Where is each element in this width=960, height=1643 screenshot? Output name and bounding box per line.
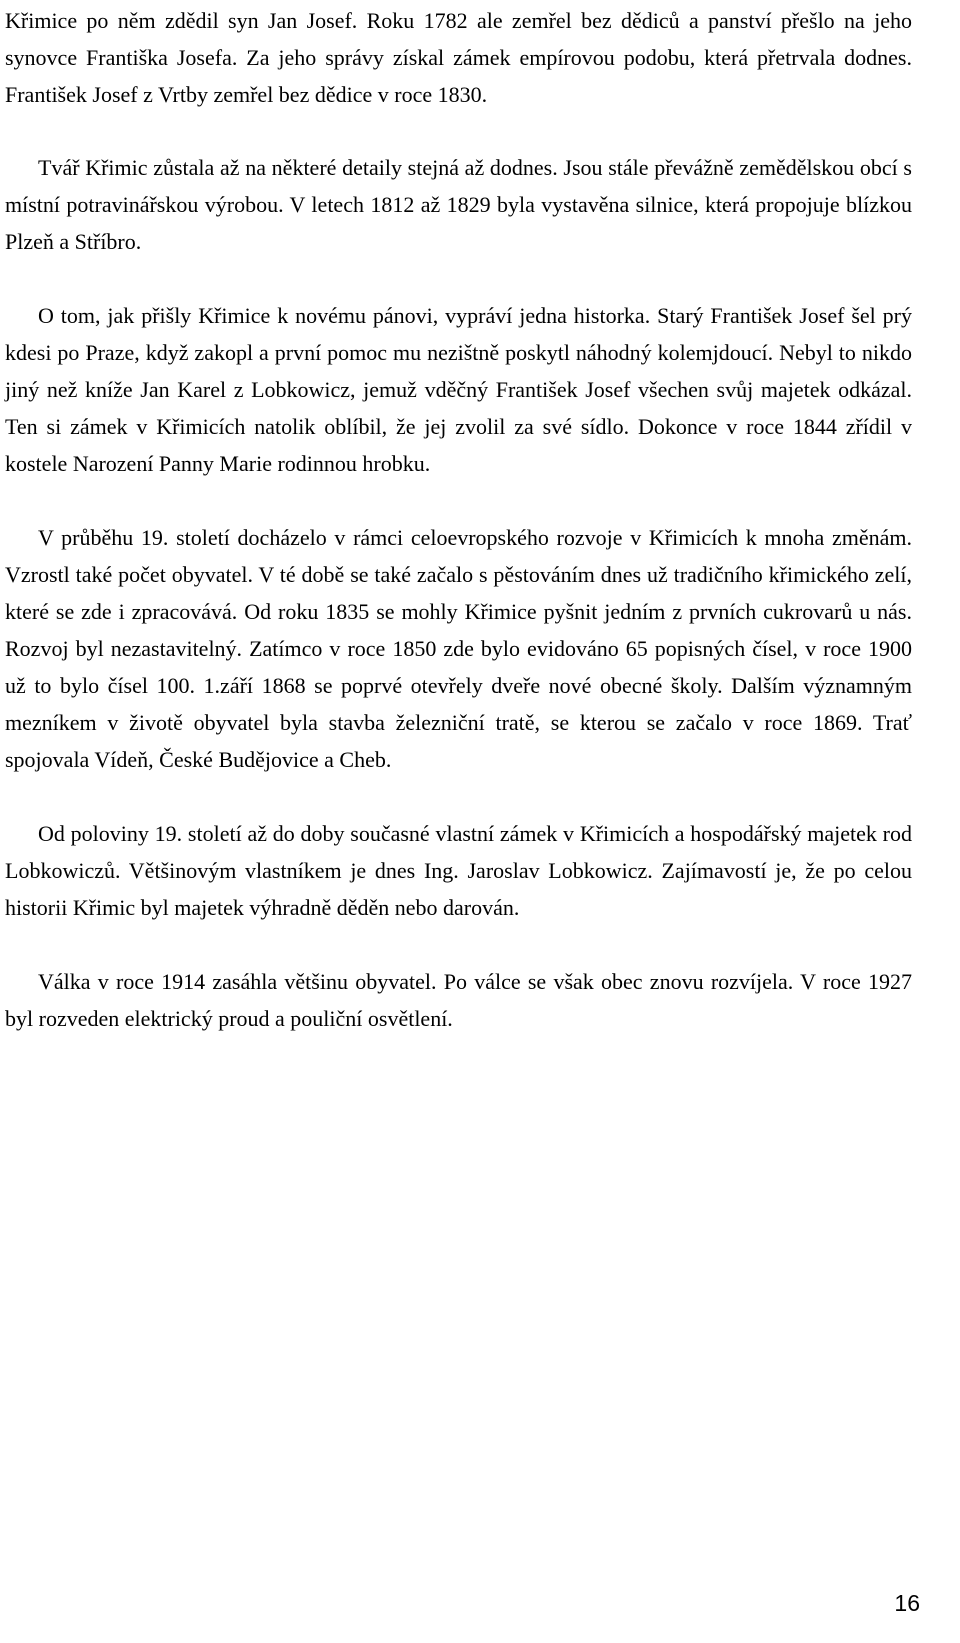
page-number: 16 [894, 1590, 920, 1616]
document-body [5, 2, 912, 1074]
paragraph-4: V průběhu 19. století docházelo v rámci celoevropského rozvoje v Křimicích k mnoha změnám. Vzrostl také počet obyvatel. V té době se také začalo s pěstováním dnes už tradičního křimického zelí, které se zde i zpracovává. Od roku 1835 se mohly Křimice pyšnit jedním z prvních cukrovarů u nás. Rozvoj byl nezastavitelný. Zatímco v roce 1850 zde bylo evidováno 65 popisných čísel, v roce 1900 už to bylo čísel 100. 1.září 1868 se poprvé otevřely dveře nové obecné školy. Dalším významným mezníkem v životě obyvatel byla stavba železniční tratě, se kterou se začalo v roce 1869. Trať spojovala Vídeň, České Budějovice a Cheb. [5, 525, 912, 772]
paragraph-2: Tvář Křimic zůstala až na některé detaily stejná až dodnes. Jsou stále převážně zemědělskou obcí s místní potravinářskou výrobou. V letech 1812 až 1829 byla vystavěna silnice, která propojuje blízkou Plzeň a Stříbro. [5, 155, 912, 254]
paragraph-6: Válka v roce 1914 zasáhla většinu obyvatel. Po válce se však obec znovu rozvíjela. V roce 1927 byl rozveden elektrický proud a pouliční osvětlení. [5, 969, 912, 1031]
paragraph-1: Křimice po něm zdědil syn Jan Josef. Roku 1782 ale zemřel bez dědiců a panství přešlo na jeho synovce Františka Josefa. Za jeho správy získal zámek empírovou podobu, která přetrvala dodnes. František Josef z Vrtby zemřel bez dědice v roce 1830. [5, 8, 912, 107]
paragraph-5: Od poloviny 19. století až do doby současné vlastní zámek v Křimicích a hospodářský majetek rod Lobkowiczů. Většinovým vlastníkem je dnes Ing. Jaroslav Lobkowicz. Zajímavostí je, že po celou historii Křimic byl majetek výhradně děděn nebo darován. [5, 821, 912, 920]
paragraph-3: O tom, jak přišly Křimice k novému pánovi, vypráví jedna historka. Starý František Josef šel prý kdesi po Praze, když zakopl a první pomoc mu nezištně poskytl náhodný kolemjdoucí. Nebyl to nikdo jiný než kníže Jan Karel z Lobkowicz, jemuž vděčný František Josef všechen svůj majetek odkázal. Ten si zámek v Křimicích natolik oblíbil, že jej zvolil za své sídlo. Dokonce v roce 1844 zřídil v kostele Narození Panny Marie rodinnou hrobku. [5, 303, 912, 476]
